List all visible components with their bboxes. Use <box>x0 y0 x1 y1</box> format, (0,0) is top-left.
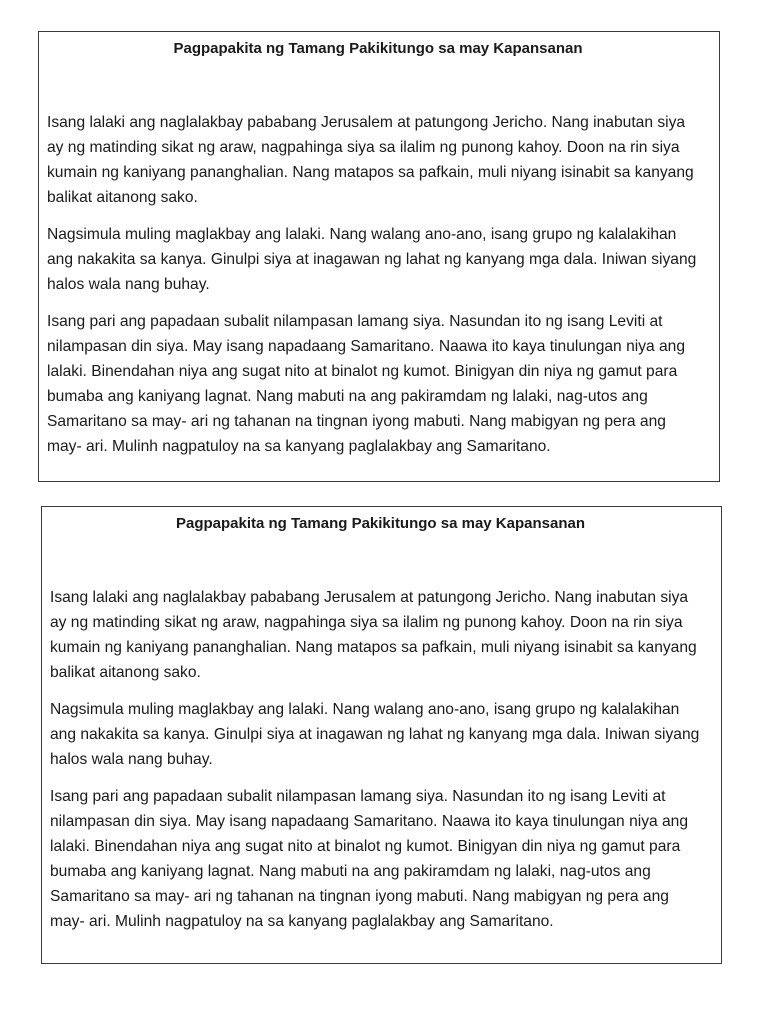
paragraph-1: Isang lalaki ang naglalakbay pababang Jerusalem at patungong Jericho. Nang inabutan siya ay ng matinding sikat ng araw, nagpahinga siya sa ilalim ng punong kahoy. Doon na rin siya kumain ng kaniyang pananghalian. Nang matapos sa pafkain, muli niyang isinabit sa kanyang balikat aitanong sako. <box>50 589 697 681</box>
paragraph-1: Isang lalaki ang naglalakbay pababang Jerusalem at patungong Jericho. Nang inabutan siya ay ng matinding sikat ng araw, nagpahinga siya sa ilalim ng punong kahoy. Doon na rin siya kumain ng kaniyang pananghalian. Nang matapos sa pafkain, muli niyang isinabit sa kanyang balikat aitanong sako. <box>47 114 694 206</box>
card-title: Pagpapakita ng Tamang Pakikitungo sa may Kapansanan <box>173 40 583 57</box>
card-body <box>47 110 709 459</box>
paragraph-3: Isang pari ang papadaan subalit nilampasan lamang siya. Nasundan ito ng isang Leviti at nilampasan din siya. May isang napadaang Samaritano. Naawa ito kaya tinulungan niya ang lalaki. Binendahan niya ang sugat nito at binalot ng kumot. Binigyan din niya ng gamut para bumaba ang kaniyang lagnat. Nang mabuti na ang pakiramdam ng lalaki, nag-utos ang Samaritano sa may- ari ng tahanan na tingnan iyong mabuti. Nang mabigyan ng pera ang may- ari. Mulinh nagpatuloy na sa kanyang paglalakbay ang Samaritano. <box>50 788 689 930</box>
paragraph-3: Isang pari ang papadaan subalit nilampasan lamang siya. Nasundan ito ng isang Leviti at nilampasan din siya. May isang napadaang Samaritano. Naawa ito kaya tinulungan niya ang lalaki. Binendahan niya ang sugat nito at binalot ng kumot. Binigyan din niya ng gamut para bumaba ang kaniyang lagnat. Nang mabuti na ang pakiramdam ng lalaki, nag-utos ang Samaritano sa may- ari ng tahanan na tingnan iyong mabuti. Nang mabigyan ng pera ang may- ari. Mulinh nagpatuloy na sa kanyang paglalakbay ang Samaritano. <box>47 313 686 455</box>
paragraph-2: Nagsimula muling maglakbay ang lalaki. Nang walang ano-ano, isang grupo ng kalalakihan ang nakakita sa kanya. Ginulpi siya at inagawan ng lahat ng kanyang mga dala. Iniwan siyang halos wala nang buhay. <box>47 226 697 293</box>
story-card-2 <box>41 506 722 964</box>
card-body <box>50 585 711 934</box>
card-title: Pagpapakita ng Tamang Pakikitungo sa may Kapansanan <box>175 515 585 532</box>
paragraph-2: Nagsimula muling maglakbay ang lalaki. Nang walang ano-ano, isang grupo ng kalalakihan ang nakakita sa kanya. Ginulpi siya at inagawan ng lahat ng kanyang mga dala. Iniwan siyang halos wala nang buhay. <box>50 701 700 768</box>
story-card-1 <box>38 31 720 482</box>
